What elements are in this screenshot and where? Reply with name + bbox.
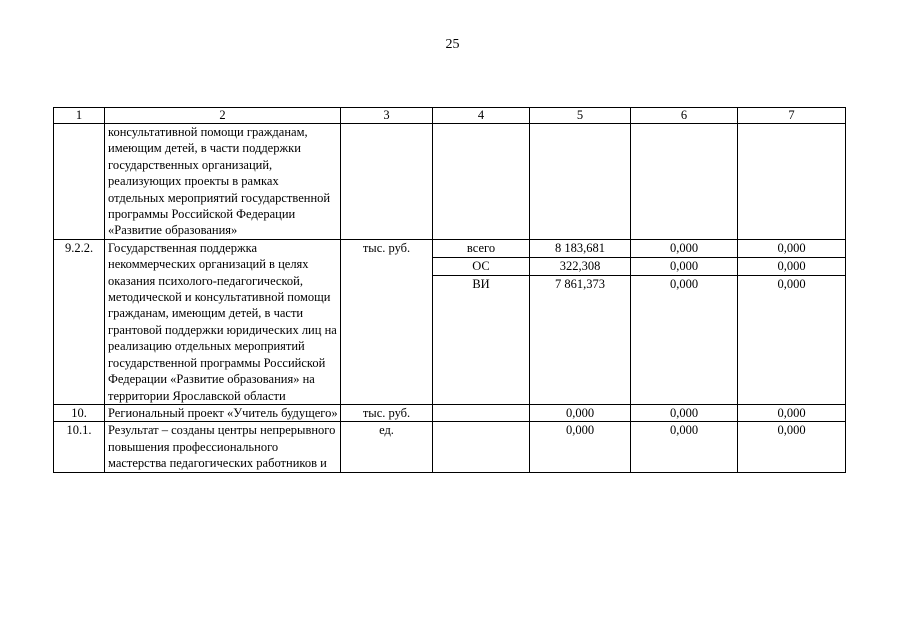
category-regional: ОС bbox=[433, 258, 529, 276]
value-5-regional: 322,308 bbox=[530, 258, 630, 276]
column-header-4: 4 bbox=[433, 108, 530, 124]
row-description: Региональный проект «Учитель будущего» bbox=[105, 404, 341, 421]
row-value-5 bbox=[530, 124, 631, 240]
row-value-5: 0,000 bbox=[530, 404, 631, 421]
row-category bbox=[433, 124, 530, 240]
row-value-7 bbox=[738, 124, 846, 240]
column-number-row bbox=[54, 108, 846, 124]
row-description: Государственная поддержка некоммерческих организаций в целях оказания психолого-педагогической, методической и консультативной помощи гражданам, имеющим детей, в части грантовой поддержки юридических лиц на реализацию отдельных мероприятий государственной программы Российской Федерации «Развитие образования» на территории Ярославской области bbox=[105, 239, 341, 404]
column-header-7: 7 bbox=[738, 108, 846, 124]
column-header-1: 1 bbox=[54, 108, 105, 124]
table-row bbox=[54, 422, 846, 472]
row-description: консультативной помощи гражданам, имеющим детей, в части поддержки государственных организаций, реализующих проекты в рамках отдельных мероприятий государственной программы Российской Федерации «Развитие образования» bbox=[105, 124, 341, 240]
row-unit: тыс. руб. bbox=[341, 404, 433, 421]
column-header-6: 6 bbox=[631, 108, 738, 124]
row-value-7-cell bbox=[738, 239, 846, 404]
column-header-5: 5 bbox=[530, 108, 631, 124]
row-value-5-cell bbox=[530, 239, 631, 404]
row-unit: ед. bbox=[341, 422, 433, 472]
column-header-2: 2 bbox=[105, 108, 341, 124]
row-category bbox=[433, 422, 530, 472]
value-7-total: 0,000 bbox=[738, 240, 845, 258]
table-row bbox=[54, 239, 846, 404]
row-value-6 bbox=[631, 124, 738, 240]
row-description: Результат – созданы центры непрерывного повышения профессионального мастерства педагогических работников и bbox=[105, 422, 341, 472]
value-7-other: 0,000 bbox=[777, 276, 806, 291]
category-other: ВИ bbox=[472, 276, 490, 291]
table-row bbox=[54, 404, 846, 421]
budget-table bbox=[53, 107, 846, 473]
row-unit bbox=[341, 124, 433, 240]
row-number bbox=[54, 124, 105, 240]
row-category-cell bbox=[433, 239, 530, 404]
row-value-6-cell bbox=[631, 239, 738, 404]
row-value-7: 0,000 bbox=[738, 422, 846, 472]
page-number: 25 bbox=[445, 37, 460, 52]
value-6-other: 0,000 bbox=[669, 276, 699, 291]
value-6-total: 0,000 bbox=[631, 240, 737, 258]
row-value-7: 0,000 bbox=[738, 404, 846, 421]
row-number: 9.2.2. bbox=[54, 239, 105, 404]
table-row bbox=[54, 124, 846, 240]
value-7-regional: 0,000 bbox=[738, 258, 845, 276]
column-header-3: 3 bbox=[341, 108, 433, 124]
row-unit: тыс. руб. bbox=[341, 239, 433, 404]
row-number: 10. bbox=[54, 404, 105, 421]
row-value-5: 0,000 bbox=[530, 422, 631, 472]
category-total: всего bbox=[433, 240, 529, 258]
row-number: 10.1. bbox=[54, 422, 105, 472]
row-value-6: 0,000 bbox=[631, 404, 738, 421]
value-6-regional: 0,000 bbox=[631, 258, 737, 276]
value-5-total: 8 183,681 bbox=[530, 240, 630, 258]
value-5-other: 7 861,373 bbox=[555, 276, 605, 291]
row-category bbox=[433, 404, 530, 421]
row-value-6: 0,000 bbox=[631, 422, 738, 472]
